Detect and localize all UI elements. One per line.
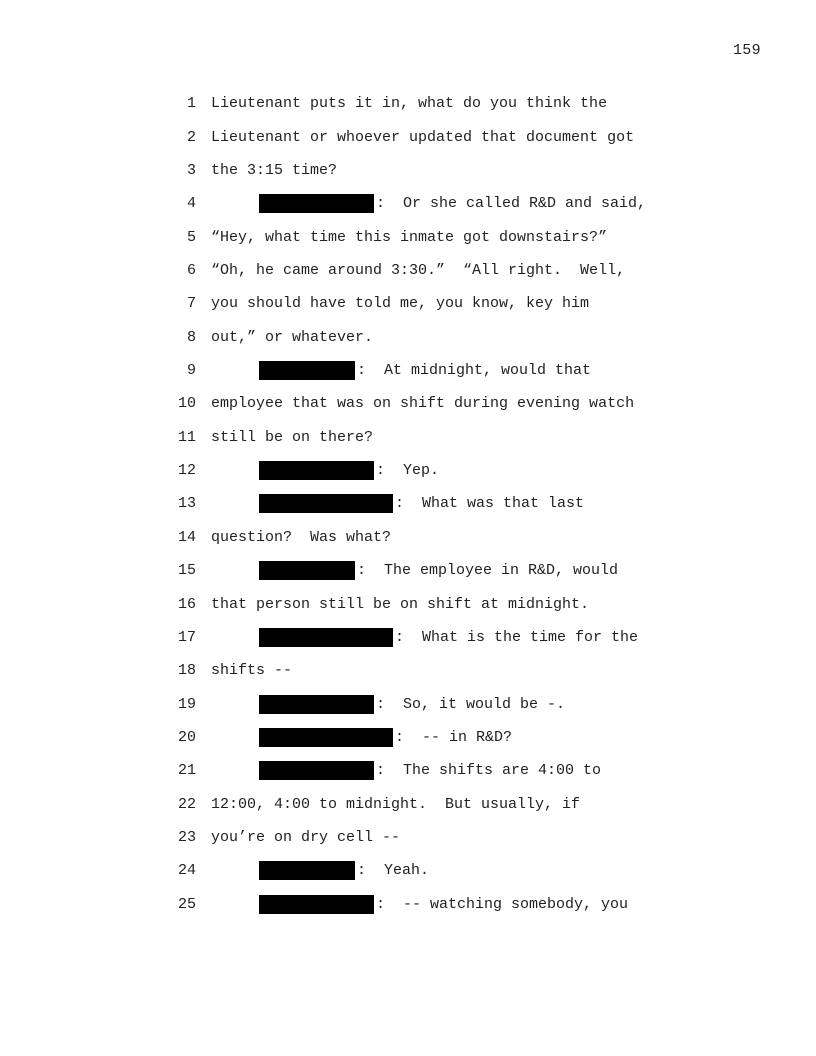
redacted-speaker-name	[259, 695, 374, 714]
line-text: : So, it would be -.	[376, 695, 566, 713]
line-text: : -- in R&D?	[395, 729, 513, 746]
line-text: 12:00, 4:00 to midnight. But usually, if	[211, 795, 581, 813]
line-text: still be on there?	[211, 428, 374, 446]
transcript-line	[0, 487, 816, 520]
line-text: : Yeah.	[357, 862, 430, 880]
line-text: : The employee in R&D, would	[357, 562, 619, 580]
line-number: 1	[186, 95, 196, 113]
line-text: Lieutenant puts it in, what do you think the	[211, 95, 608, 113]
line-text: Lieutenant or whoever updated that document got	[211, 128, 635, 146]
speaker-line	[259, 561, 618, 580]
transcript-line	[0, 521, 816, 554]
line-text: question? Was what?	[211, 528, 392, 546]
line-text: you’re on dry cell --	[211, 829, 401, 847]
line-text: “Hey, what time this inmate got downstairs?”	[211, 228, 608, 246]
line-number: 22	[177, 795, 196, 813]
line-text: : Or she called R&D and said,	[376, 195, 647, 213]
redacted-speaker-name	[259, 194, 374, 213]
line-text: you should have told me, you know, key him	[211, 295, 590, 313]
speaker-line	[259, 728, 512, 747]
line-number: 18	[177, 662, 196, 680]
redacted-speaker-name	[259, 494, 393, 513]
line-number: 10	[177, 395, 196, 413]
line-text: : -- watching somebody, you	[376, 895, 629, 913]
line-text: that person still be on shift at midnight.	[211, 595, 590, 613]
line-number: 16	[177, 595, 196, 613]
line-number: 13	[177, 495, 196, 513]
line-number: 8	[186, 328, 196, 346]
redacted-speaker-name	[259, 361, 355, 380]
transcript-line	[0, 321, 816, 354]
line-number: 17	[177, 628, 196, 646]
speaker-line	[259, 461, 439, 480]
speaker-line	[259, 628, 638, 647]
transcript-line	[0, 587, 816, 620]
redacted-speaker-name	[259, 628, 393, 647]
line-text: the 3:15 time?	[211, 161, 338, 179]
transcript-line	[0, 754, 816, 787]
transcript-line	[0, 220, 816, 253]
line-number: 23	[177, 829, 196, 847]
line-text: : At midnight, would that	[357, 362, 592, 380]
transcript-line	[0, 821, 816, 854]
line-number: 14	[177, 528, 196, 546]
speaker-line	[259, 895, 628, 914]
line-text: shifts --	[211, 662, 293, 680]
line-number: 21	[177, 762, 196, 780]
line-text: “Oh, he came around 3:30.” “All right. Well,	[211, 261, 626, 279]
speaker-line	[259, 861, 429, 880]
page-number: 159	[733, 42, 761, 59]
transcript-line	[0, 387, 816, 420]
line-number: 20	[177, 729, 196, 746]
redacted-speaker-name	[259, 895, 374, 914]
line-number: 12	[177, 462, 196, 480]
line-number: 9	[186, 362, 196, 380]
line-number: 3	[186, 161, 196, 179]
transcript-line	[0, 421, 816, 454]
transcript-line	[0, 187, 816, 220]
line-text: : The shifts are 4:00 to	[376, 762, 602, 780]
redacted-speaker-name	[259, 561, 355, 580]
line-number: 25	[177, 895, 196, 913]
speaker-line	[259, 695, 565, 714]
transcript-line	[0, 888, 816, 921]
line-number: 6	[186, 261, 196, 279]
transcript-line	[0, 254, 816, 287]
redacted-speaker-name	[259, 728, 393, 747]
transcript-line	[0, 354, 816, 387]
transcript-body	[0, 87, 816, 921]
line-number: 15	[177, 562, 196, 580]
transcript-line	[0, 554, 816, 587]
transcript-line	[0, 721, 816, 754]
line-number: 19	[177, 695, 196, 713]
line-number: 4	[186, 195, 196, 213]
transcript-line	[0, 788, 816, 821]
line-number: 11	[177, 428, 196, 446]
line-text: : What is the time for the	[395, 628, 639, 646]
speaker-line	[259, 361, 591, 380]
transcript-line	[0, 87, 816, 120]
transcript-line	[0, 120, 816, 153]
transcript-line	[0, 621, 816, 654]
line-number: 7	[186, 295, 196, 313]
speaker-line	[259, 494, 584, 513]
transcript-line	[0, 654, 816, 687]
line-text: : Yep.	[376, 462, 440, 480]
speaker-line	[259, 761, 601, 780]
transcript-line	[0, 454, 816, 487]
speaker-line	[259, 194, 646, 213]
line-text: out,” or whatever.	[211, 328, 374, 346]
transcript-line	[0, 287, 816, 320]
redacted-speaker-name	[259, 761, 374, 780]
redacted-speaker-name	[259, 461, 374, 480]
transcript-line	[0, 154, 816, 187]
line-number: 5	[186, 228, 196, 246]
line-text: employee that was on shift during evening watch	[211, 395, 635, 413]
line-text: : What was that last	[395, 495, 585, 513]
redacted-speaker-name	[259, 861, 355, 880]
line-number: 2	[186, 128, 196, 146]
transcript-line	[0, 687, 816, 720]
line-number: 24	[177, 862, 196, 880]
transcript-line	[0, 854, 816, 887]
